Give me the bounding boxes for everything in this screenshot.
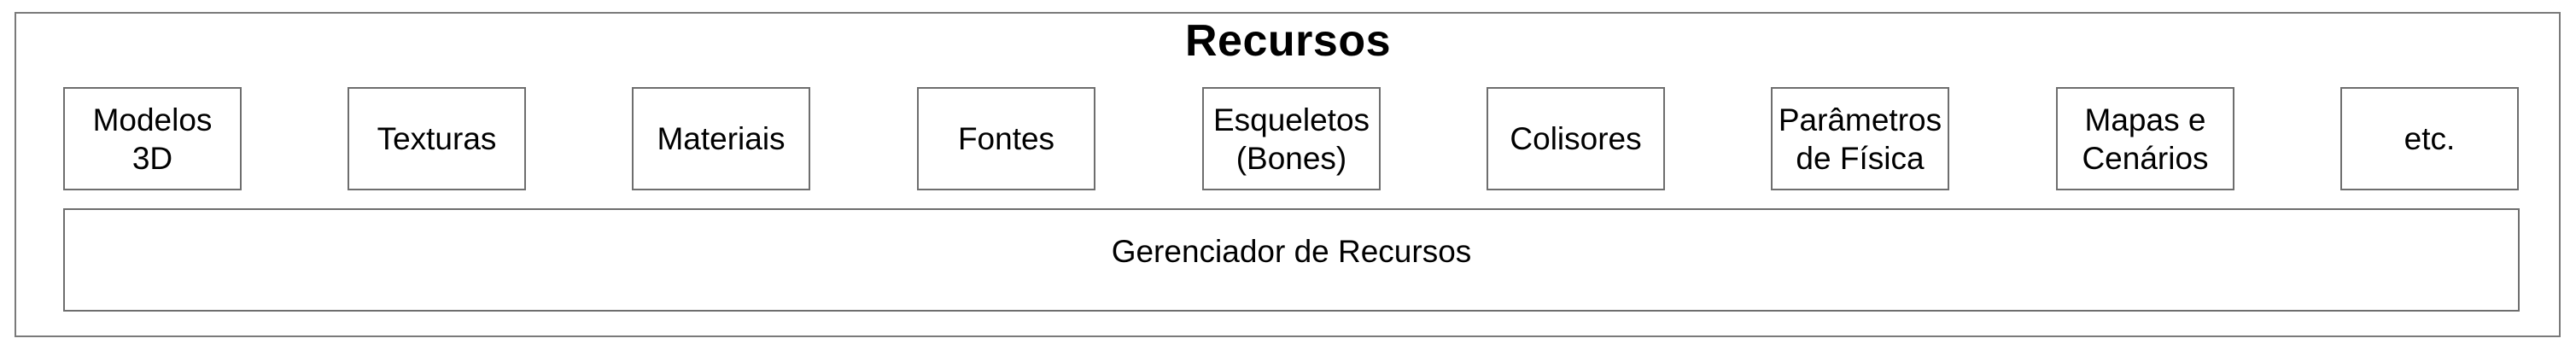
resource-box-esqueletos: Esqueletos (Bones) [1202,87,1381,190]
resource-box-mapas-cenarios: Mapas e Cenários [2056,87,2234,190]
resource-box-etc: etc. [2340,87,2519,190]
resource-box-modelos-3d: Modelos 3D [63,87,242,190]
resource-box-colisores: Colisores [1487,87,1665,190]
resource-manager-box: Gerenciador de Recursos [63,208,2520,312]
resource-box-texturas: Texturas [348,87,526,190]
diagram-title: Recursos [1185,16,1391,66]
resource-box-materiais: Materiais [632,87,810,190]
resource-box-parametros-fisica: Parâmetros de Física [1771,87,1949,190]
resource-box-fontes: Fontes [917,87,1095,190]
